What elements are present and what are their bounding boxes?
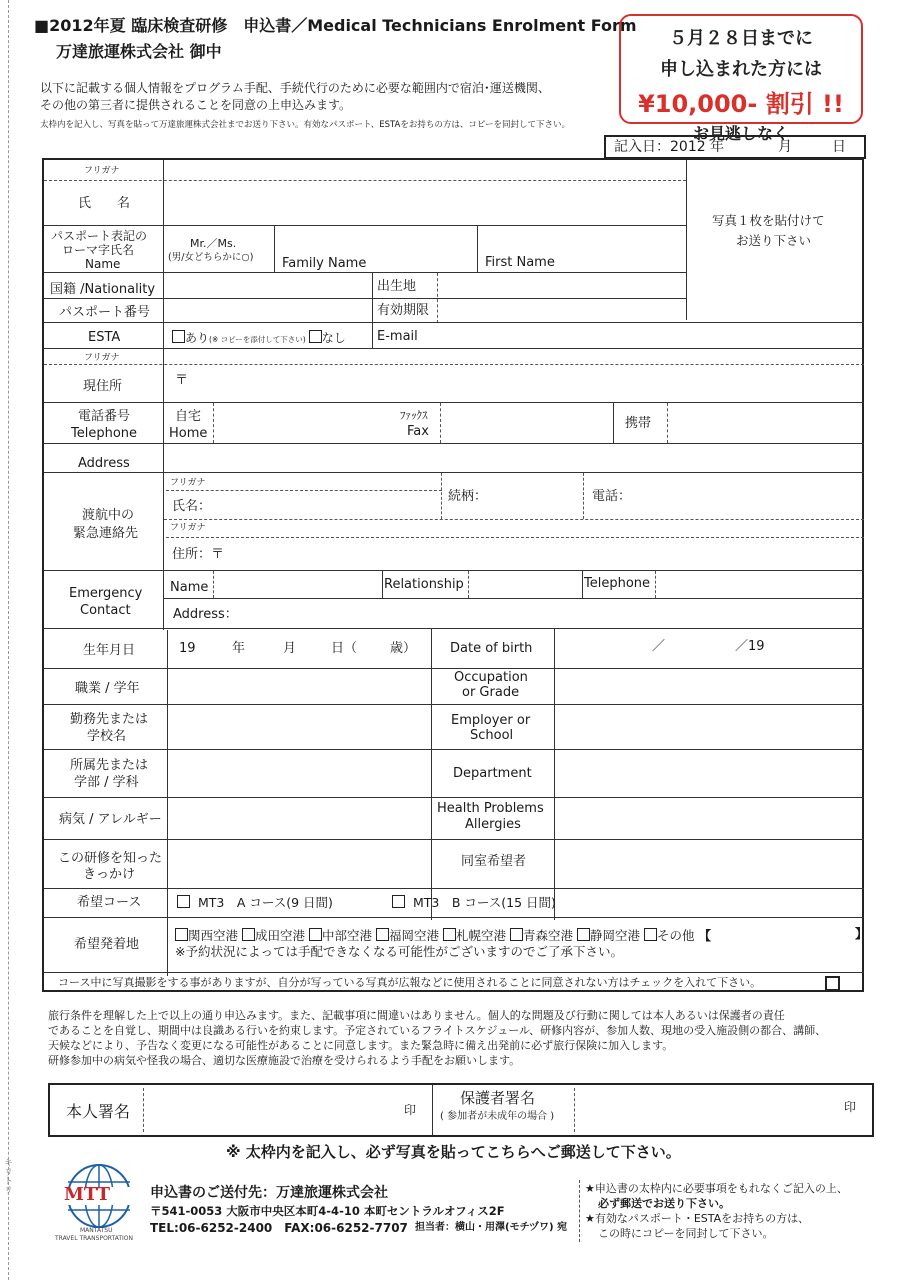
home-phone-label-1: 自宅 [175,409,202,424]
cut-line [8,0,9,1280]
course-a-option[interactable] [177,895,333,910]
terms-line-1: 旅行条件を理解した上で以上の通り申込みます。また、記載事項に間違いはありません。個人的な問題及び行動に関しては本人あるいは保護者の責任 [48,1009,785,1022]
cell-divider [372,273,373,348]
current-address-label: 現住所 [83,379,123,394]
birth-19: 19 [179,641,196,656]
entry-date-day: 日 [832,139,846,155]
checkbox-icon[interactable] [175,928,188,941]
dob-slash: ／ [652,639,666,654]
label-divider-lower [167,630,168,920]
furigana-label: フリガナ [84,166,120,176]
furigana-line [166,537,864,538]
cell-divider [655,571,656,598]
emergency-jp-label-1: 渡航中の [82,508,135,523]
seal-mark: 印 [404,1103,417,1117]
row-line [44,322,864,323]
row-line [44,797,864,798]
photo-consent-checkbox[interactable] [825,976,840,991]
row-line [44,668,864,669]
cell-divider [213,571,214,598]
dob-19: ／19 [735,639,765,654]
airport-option[interactable] [510,928,573,943]
mobile-label: 携帯 [625,416,652,431]
occupation-en-label-2: or Grade [462,685,520,700]
esta-yes-option[interactable] [172,330,346,344]
airport-sapporo: 札幌空港 [456,928,507,943]
emergency-en-label-2: Contact [80,603,131,618]
passport-name-label-1: パスポート表記の [51,229,148,243]
airport-narita: 成田空港 [255,928,306,943]
row-line [44,628,864,629]
en-relationship-label: Relationship [384,577,464,592]
other-bracket-open: 【 [698,928,712,943]
course-b-option[interactable] [392,895,556,910]
cell-divider [441,473,442,519]
row-line [44,749,864,750]
row-line [44,972,864,973]
row-line [44,704,864,705]
birth-day: 日（ [331,641,358,656]
promo-discount: ¥10,000- 割引 !! [638,90,844,118]
photo-text-2: お送り下さい [736,233,812,248]
mid-divider [554,629,555,920]
title-note: (男/女どちらかに○) [168,252,254,263]
passport-name-label-3: Name [85,257,121,271]
staff-contact: 担当者：横山・用澤(モチヅワ) 宛 [415,1222,568,1233]
checkbox-icon[interactable] [376,928,389,941]
illness-en-label-1: Health Problems [437,801,544,816]
occupation-jp-label: 職業 / 学年 [75,681,140,696]
roommate-label: 同室希望者 [461,854,527,869]
airport-shizuoka: 静岡空港 [590,928,641,943]
checkbox-icon[interactable] [309,928,322,941]
first-name-label: First Name [485,255,555,270]
footer-note-4: この時にコピーを同封して下さい。 [598,1227,774,1240]
promo-line-1: ５月２８日までに [669,28,813,49]
en-name-label: Name [170,580,209,595]
reason-label-1: この研修を知った [58,851,163,866]
department-jp-label-1: 所属先または [70,758,149,773]
email-label: E-mail [377,329,418,344]
family-name-label: Family Name [282,256,367,271]
checkbox-icon[interactable] [392,895,405,908]
photo-text-1: 写真１枚を貼付けて [712,213,825,228]
department-jp-label-2: 学部 / 学科 [74,775,139,790]
airport-options [175,928,711,943]
logo-text: MTT [64,1184,111,1205]
cell-divider [143,1088,144,1132]
terms-line-2: であることを自覚し、期間中は良識ある行いを約束します。予定されているフライトスケジュール、研修内容が、参加人数、現地の受入施設側の都合、講師、 [48,1024,827,1037]
photo-consent-text: コース中に写真撮影をする事がありますが、自分が写っている写真が広報などに使用されることに同意されない方はチェックを入れて下さい。 [58,976,762,989]
row-line [44,917,864,918]
company-tel-fax: TEL:06-6252-2400 FAX:06-6252-7707 [150,1221,408,1235]
esta-no-label: なし [321,331,346,345]
airport-option[interactable] [175,928,238,943]
en-address-label: Address： [173,607,238,622]
cell-divider [583,473,584,519]
cell-divider [432,1085,433,1135]
furigana-label: フリガナ [170,523,206,533]
passport-name-label-2: ローマ字氏名 [62,243,135,257]
name-field[interactable] [164,181,685,225]
postal-mark: 〒 [175,373,189,388]
cell-divider [582,571,583,598]
seal-mark-2: 印 [844,1100,857,1114]
label-divider-airport [167,920,168,976]
cut-label: キリトリ [2,1158,12,1194]
emergency-jp-label-2: 緊急連絡先 [73,526,139,541]
cell-divider [468,571,469,598]
employer-en-label-1: Employer or [451,713,531,728]
expiry-label: 有効期限 [377,303,430,318]
guardian-signature-label: 保護者署名 [460,1089,536,1107]
employer-en-label-2: School [470,728,514,743]
dob-label: Date of birth [450,641,533,656]
promo-line-4: お見逃しなく [692,124,789,143]
row-line [44,888,864,889]
row-line [164,598,864,599]
guardian-signature-field[interactable] [577,1086,867,1134]
guardian-note: ( 参加者が未成年の場合 ) [440,1111,555,1122]
discount-promo-box [619,14,863,143]
cell-divider [613,403,614,443]
illness-en-label-2: Allergies [465,817,521,832]
furigana-line [166,490,442,491]
checkbox-icon[interactable] [177,895,190,908]
promo-line-2: 申し込まれた方には [660,59,822,80]
airport-other: その他 [657,928,695,943]
cell-divider [477,226,478,272]
name-label: 氏 名 [78,196,131,211]
other-bracket-close: 】 [855,926,868,941]
home-phone-label-2: Home [169,426,208,441]
airport-option[interactable] [376,928,439,943]
footer-note-2: 必ず郵送でお送り下さい。 [598,1197,730,1210]
row-line [44,472,864,473]
nationality-label: 国籍 /Nationality [50,282,156,297]
phone-label-2: Telephone [71,426,138,441]
fax-label-2: Fax [407,424,429,439]
cell-divider [667,403,668,443]
emergency-phone-label: 電話： [592,489,632,504]
phone-label-1: 電話番号 [78,409,131,424]
row-line [44,298,686,299]
emergency-relation-label: 続柄： [448,489,488,504]
row-line [44,402,864,403]
airport-kansai: 関西空港 [188,928,239,943]
emergency-name-label: 氏名： [172,499,212,514]
cell-divider [574,1088,575,1132]
checkbox-icon[interactable] [644,928,657,941]
entry-date-label: 記入日：2012 年 [614,139,725,155]
furigana-label: フリガナ [84,353,120,363]
fax-label-1: ﾌｧｯｸｽ [400,409,428,422]
airport-chubu: 中部空港 [322,928,373,943]
row-line [44,272,686,273]
birthplace-label: 出生地 [377,279,417,294]
airport-fukuoka: 福岡空港 [389,928,440,943]
form-title: ■2012年夏 臨床検査研修 申込書／Medical Technicians Enrolment Form [34,16,637,35]
instruction-text: 太枠内を記入し、写真を貼って万達旅運株式会社までお送り下さい。有効なパスポート、ESTAをお持ちの方は、コピーを同封して下さい。 [40,120,571,130]
reason-label-2: きっかけ [83,867,136,882]
birth-year: 年 [232,641,246,656]
course-b-label: MT3 B コース(15 日間) [412,895,556,910]
checkbox-icon[interactable] [309,330,322,343]
airport-option[interactable] [242,928,305,943]
cell-divider [440,403,441,443]
row-line [44,443,864,444]
furigana-label: フリガナ [170,478,206,488]
mid-divider [431,629,432,920]
esta-label: ESTA [88,330,121,345]
course-label: 希望コース [77,895,142,910]
checkbox-icon[interactable] [443,928,456,941]
occupation-en-label-1: Occupation [454,670,528,685]
checkbox-icon[interactable] [242,928,255,941]
airport-option[interactable] [644,928,695,943]
footer-note-1: ★申込書の太枠内に必要事項をもれなくご記入の上、 [585,1182,848,1195]
airport-aomori: 青森空港 [523,928,574,943]
consent-text-2: その他の第三者に提供されることを同意の上申込みます。 [40,98,352,112]
airport-label: 希望発着地 [74,937,140,952]
send-to: 申込書のご送付先：万達旅運株式会社 [150,1185,388,1201]
airport-option[interactable] [309,928,372,943]
mailing-notice: ※ 太枠内を記入し、必ず写真を貼ってこちらへご郵送して下さい。 [226,1143,681,1161]
footer-note-3: ★有効なパスポート・ESTAをお持ちの方は、 [585,1212,810,1225]
airport-option[interactable] [577,928,640,943]
birth-month: 月 [283,641,297,656]
footer-divider [579,1180,580,1242]
row-line [44,348,864,349]
consent-text-1: 以下に記載する個人情報をプログラム手配、手続代行のために必要な範囲内で宿泊･運送機関、 [40,81,550,95]
department-en-label: Department [453,766,532,781]
passport-number-label: パスポート番号 [59,305,151,320]
emergency-address-label: 住所：〒 [172,547,225,562]
title-selector[interactable]: Mr.／Ms. [190,237,237,250]
row-line [44,839,864,840]
cell-divider [382,571,383,598]
course-a-label: MT3 A コース(9 日間) [197,895,333,910]
airport-note: ※予約状況によっては手配できなくなる可能性がございますのでご了承下さい。 [175,944,623,959]
illness-jp-label: 病気 / アレルギー [59,812,162,827]
birth-age: 歳） [390,641,417,656]
esta-yes-label: あり [185,331,210,345]
en-telephone-label: Telephone [584,576,651,591]
employer-jp-label-1: 勤務先または [70,712,149,727]
cell-divider [274,226,275,272]
addressee: 万達旅運株式会社 御中 [56,42,222,61]
emergency-en-label-1: Emergency [69,586,143,601]
terms-line-3: 天候などにより、予告なく変更になる可能性があることに同意します。また緊急時に備え出発前に必ず旅行保険に加入します。 [48,1039,674,1052]
self-signature-label: 本人署名 [66,1102,131,1121]
row-line [44,225,686,226]
furigana-line [44,364,864,365]
logo-sub-1: MANTATSU [80,1227,113,1234]
esta-note: (※ コピーを添付して下さい) [209,335,306,344]
employer-jp-label-2: 学校名 [87,729,127,744]
birth-date-label: 生年月日 [83,643,136,658]
checkbox-icon[interactable] [510,928,523,941]
cell-divider [213,403,214,443]
airport-option[interactable] [443,928,506,943]
checkbox-icon[interactable] [172,330,185,343]
row-line [44,570,864,571]
company-address: 〒541-0053 大阪市中央区本町4-4-10 本町セントラルオフィス2F [150,1204,505,1218]
terms-line-4: 研修参加中の病気や怪我の場合、適切な医療施設で治療を受けられるよう手配をお願いします。 [48,1054,521,1067]
checkbox-icon[interactable] [577,928,590,941]
entry-date-month: 月 [778,139,792,155]
logo-sub-2: TRAVEL TRANSPORTATION [55,1235,134,1242]
label-divider [163,160,164,630]
address-en-label: Address [78,456,130,471]
self-signature-field[interactable] [146,1086,426,1134]
row-line [164,519,864,520]
